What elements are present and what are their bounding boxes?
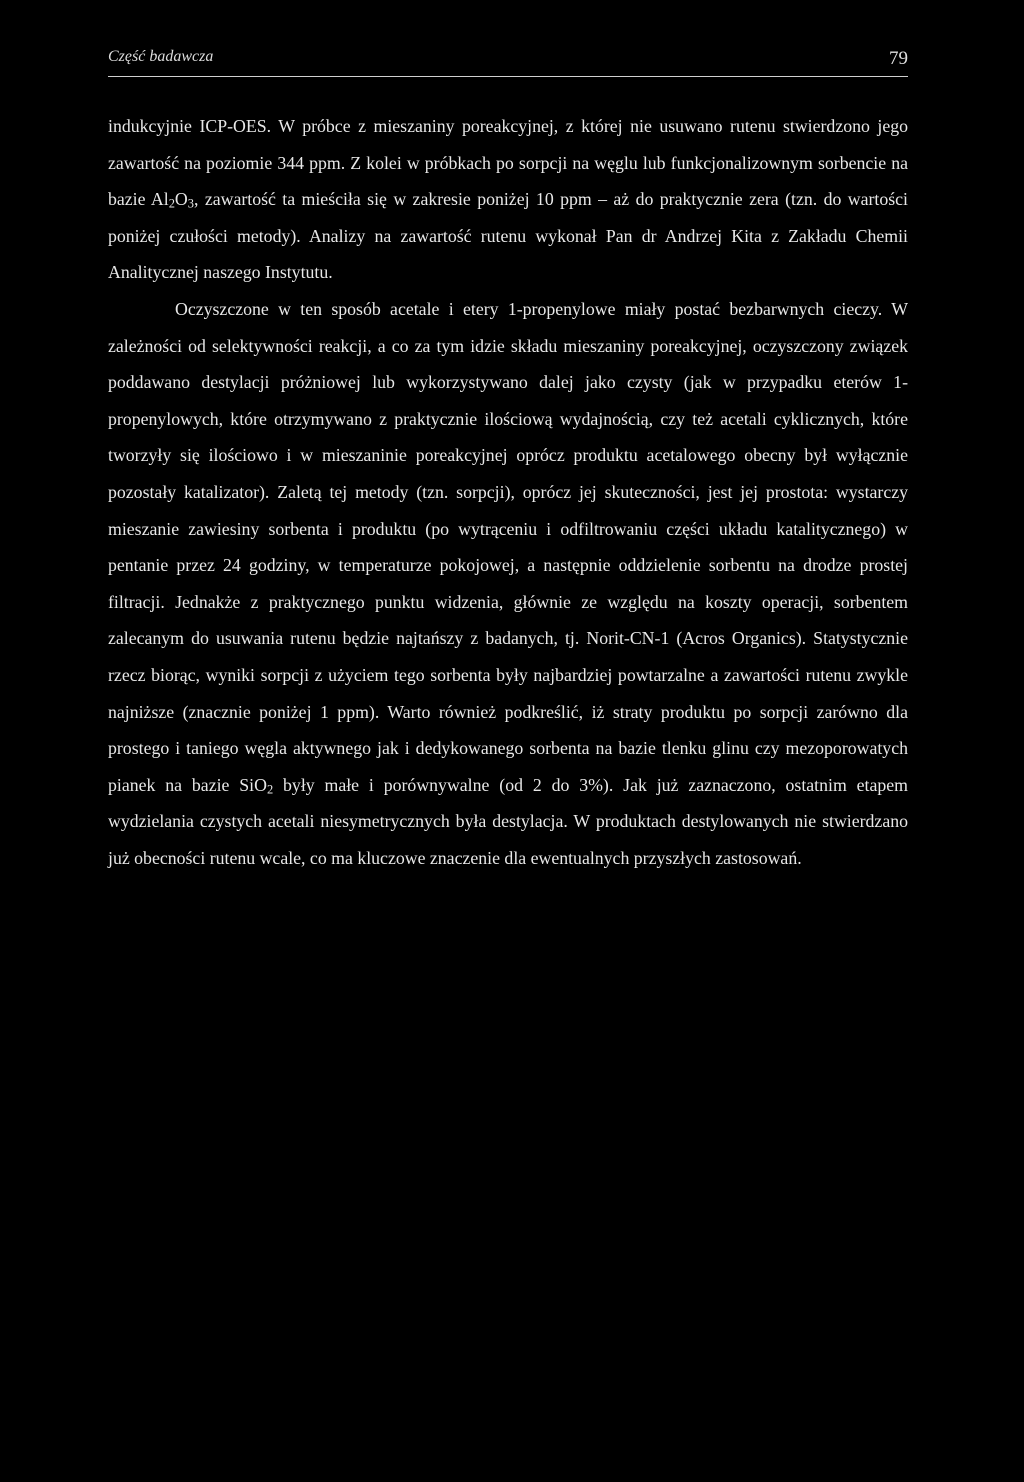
subscript: 2 bbox=[266, 782, 274, 797]
subscript: 3 bbox=[187, 196, 194, 211]
text-segment: , zawartość ta mieściła się w zakresie poniżej 10 ppm – aż do praktycznie zera (tzn. do wartości poniżej czułości metody). Analizy na zawartość rutenu wykonał Pan dr Andrzej Kita z Zakładu Chemii Analitycznej naszego Instytutu. bbox=[108, 189, 908, 283]
paragraph-1 bbox=[108, 108, 908, 291]
text-segment: indukcyjnie ICP-OES. W próbce z mieszaniny poreakcyjnej, z której nie usuwano rutenu stwierdzono jego zawartość na poziomie 344 ppm. Z kolei w próbkach po sorpcji na węglu lub funkcjonalizownym sorbencie na bazie Al bbox=[108, 116, 908, 210]
text-segment: były małe i porównywalne (od 2 do 3%). Jak już zaznaczono, ostatnim etapem wydzielania czystych acetali niesymetrycznych była destylacja. W produktach destylowanych nie stwierdzano już obecności rutenu wcale, co ma kluczowe znaczenie dla ewentualnych przyszłych zastosowań. bbox=[108, 774, 908, 868]
text-segment: Oczyszczone w ten sposób acetale i etery 1-propenylowe miały postać bezbarwnych cieczy. W zależności od selektywności reakcji, a co za tym idzie składu mieszaniny poreakcyjnej, oczyszczony związek poddawano destylacji próżniowej lub wykorzystywano dalej jako czysty (jak w przypadku eterów 1-propenylowych, które otrzymywano z praktycznie ilościową wydajnością, czy też acetali cyklicznych, które tworzyły się ilościowo i w mieszaninie poreakcyjnej oprócz produktu acetalowego obecny był wyłącznie pozostały katalizator). Zaletą tej metody (tzn. sorpcji), oprócz jej skuteczności, jest jej prostota: wystarczy mieszanie zawiesiny sorbenta i produktu (po wytrąceniu i odfiltrowaniu części układu katalitycznego) w pentanie przez 24 godziny, w temperaturze pokojowej, a następnie oddzielenie sorbentu na drodze prostej filtracji. Jednakże z praktycznego punktu widzenia, głównie ze względu na koszty operacji, sorbentem zalecanym do usuwania rutenu będzie najtańszy z badanych, tj. Norit-CN-1 (Acros Organics). Statystycznie rzecz biorąc, wyniki sorpcji z użyciem tego sorbenta były najbardziej powtarzalne a zawartości rutenu zwykle najniższe (znacznie poniżej 1 ppm). Warto również podkreślić, iż straty produktu po sorpcji zarówno dla prostego i taniego węgla aktywnego jak i dedykowanego sorbenta na bazie tlenku glinu czy mezoporowatych pianek na bazie SiO bbox=[108, 298, 908, 795]
subscript: 2 bbox=[168, 196, 175, 211]
section-title: Część badawcza bbox=[108, 48, 214, 65]
page-number: 79 bbox=[889, 48, 908, 69]
body-text bbox=[108, 108, 908, 876]
text-segment: O bbox=[174, 189, 188, 210]
running-header bbox=[108, 48, 908, 78]
paragraph-2 bbox=[108, 291, 908, 877]
header-rule bbox=[108, 76, 908, 77]
